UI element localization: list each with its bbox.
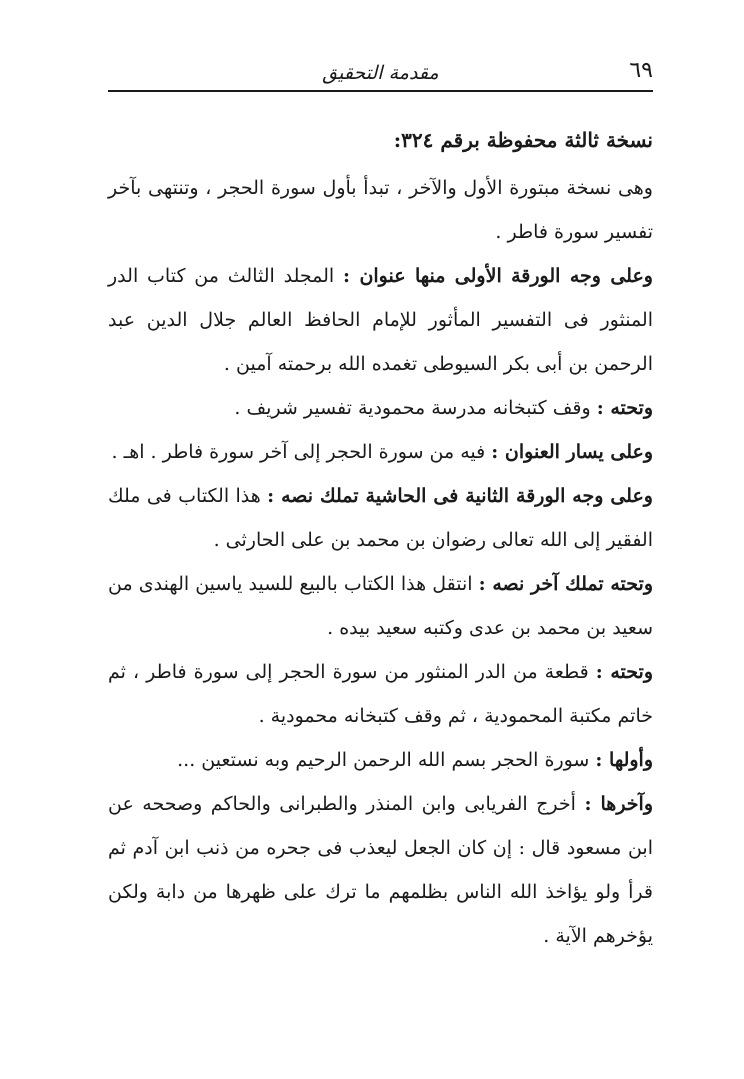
paragraph-text: وقف كتبخانه مدرسة محمودية تفسير شريف . xyxy=(234,397,597,419)
paragraph-fragment-note xyxy=(108,650,653,738)
running-title: مقدمة التحقيق xyxy=(322,62,439,84)
paragraph-lead: وتحته : xyxy=(595,661,653,683)
paragraph-left-of-title xyxy=(108,430,653,474)
paragraph-text: سورة الحجر بسم الله الرحمن الرحيم وبه نستعين ... xyxy=(177,749,596,771)
paragraph-text: هذا الكتاب فى ملك الفقير إلى الله تعالى رضوان بن محمد بن على الحارثى . xyxy=(108,485,653,551)
section-intro: وهى نسخة مبتورة الأول والآخر ، تبدأ بأول سورة الحجر ، وتنتهى بآخر تفسير سورة فاطر . xyxy=(108,177,653,243)
paragraph-title-page xyxy=(108,254,653,386)
page-header xyxy=(108,52,653,92)
paragraph-second-ownership xyxy=(108,562,653,650)
page-number: ٦٩ xyxy=(629,58,653,83)
paragraph-ending xyxy=(108,782,653,958)
paragraph-text: فيه من سورة الحجر إلى آخر سورة فاطر . اهـ . xyxy=(111,441,492,463)
section-heading: نسخة ثالثة محفوظة برقم ٣٢٤: xyxy=(393,128,653,152)
paragraph-lead: وعلى وجه الورقة الأولى منها عنوان : xyxy=(343,265,653,287)
paragraph-lead: وأولها : xyxy=(595,749,653,771)
paragraph-under-title xyxy=(108,386,653,430)
paragraph-text: انتقل هذا الكتاب بالبيع للسيد ياسين الهندى من سعيد بن محمد بن عدى وكتبه سعيد بيده . xyxy=(108,573,653,639)
header-rule xyxy=(108,90,653,92)
page-body xyxy=(108,118,653,958)
paragraph-text: قطعة من الدر المنثور من سورة الحجر إلى سورة فاطر ، ثم خاتم مكتبة المحمودية ، ثم وقف كتبخانه محمودية . xyxy=(108,661,653,727)
paragraph-text: أخرج الفريابى وابن المنذر والطبرانى والحاكم وصححه عن ابن مسعود قال : إن كان الجعل ليعذب فى جحره من ذنب ابن آدم ثم قرأ ولو يؤاخذ الله الناس بظلمهم ما ترك على ظهرها من دابة ولكن يؤخرهم الآية . xyxy=(108,793,653,947)
paragraph-lead: وعلى يسار العنوان : xyxy=(491,441,653,463)
paragraph-lead: وتحته تملك آخر نصه : xyxy=(478,573,653,595)
paragraph-text: المجلد الثالث من كتاب الدر المنثور فى التفسير المأثور للإمام الحافظ العالم جلال الدين عبد الرحمن بن أبى بكر السيوطى تغمده الله برحمته آمين . xyxy=(108,265,653,375)
paragraph-beginning xyxy=(108,738,653,782)
paragraph-ownership-note xyxy=(108,474,653,562)
paragraph-lead: وآخرها : xyxy=(584,793,654,815)
paragraph-lead: وعلى وجه الورقة الثانية فى الحاشية تملك نصه : xyxy=(267,485,653,507)
paragraph-lead: وتحته : xyxy=(596,397,653,419)
